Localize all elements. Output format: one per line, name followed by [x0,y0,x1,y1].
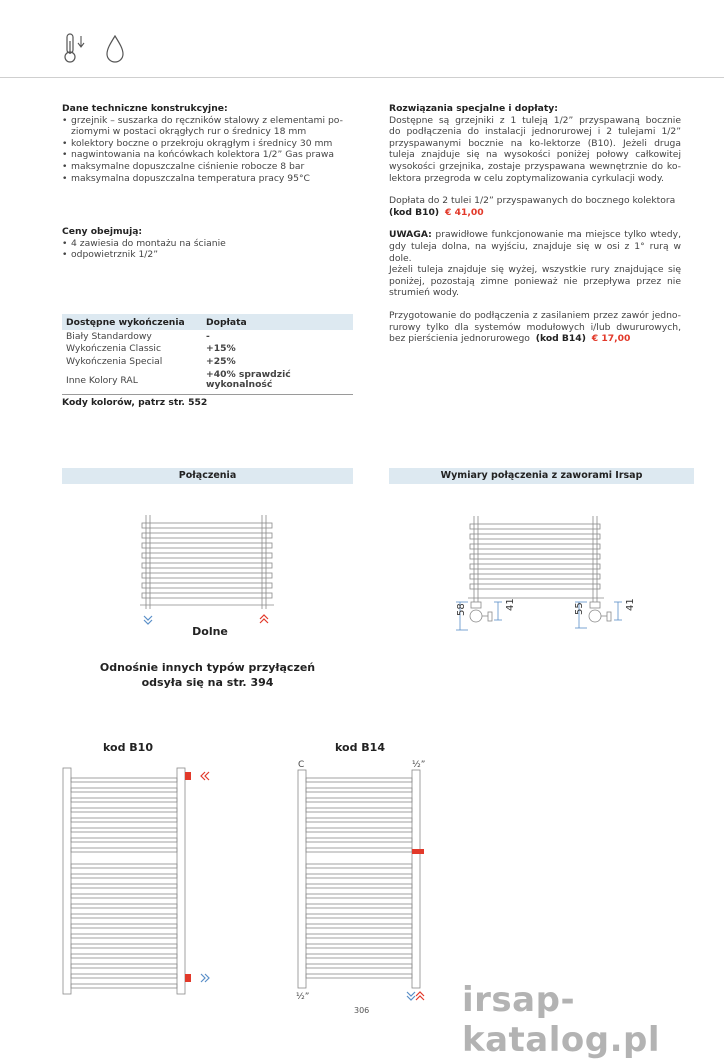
b10-outlet-arrow-icon [201,974,209,982]
b14-flow-up-arrow-icon [416,992,424,1000]
b14-radiator-diagram [290,758,440,1008]
list-item: • 4 zawiesia do montażu na ścianie [62,238,354,250]
table-row: Inne Kolory RAL +40% sprawdzić wykonalność [66,369,291,390]
color-codes-note: Kody kolorów, patrz str. 552 [62,397,208,408]
connection-label: Dolne [192,625,228,638]
dimensions-band: Wymiary połączenia z zaworami Irsap [389,468,694,484]
b10-inlet-arrow-icon [201,772,209,780]
special-section: Rozwiązania specjalne i dopłaty: Dostępne są grzejniki z 1 tuleją 1/2” przyspawaną bocznie do podłączenia do instalacji jednorurowej i 2 tulejami 1/2” przyspawanymi bocznie na ko-lektorze (B10). Jeżeli druga tuleja znajduje się na wysokości poniżej połowy całkowitej wysokości grzejnika, zostaje przyspawana wewnętrznie do ko- lektora przegroda w celu zoptymalizowania cyrkulacji wody. Dopłata do 2 tulei 1/2” przyspawanych do bocznego kolektora (kod B10) € 41,00 UWAGA: prawidłowe funkcjonowanie ma miejsce tylko wtedy, gdy tuleja dolna, na wyjściu, znajduje się w osi z 1° rurą w dole. Jeżeli tuleja znajduje się wyżej, wszystkie rury znajdujące się poniżej, pozostają zimne ponieważ nie przepływa przez nie strumień wody. Przygotowanie do podłączenia z zasilaniem przez zawór jedno- rurowy tylko dla systemów modułowych i/lub dwururowych, bez pierścienia jednorurowego (kod B14) € 17,00 [389,103,681,345]
b14-top-left-label: C [298,760,305,770]
list-item: • kolektory boczne o przekroju okrągłym i średnicy 30 mm [62,138,354,150]
list-item: • maksymalna dopuszczalna temperatura pracy 95°C [62,173,354,185]
dim-left-58: 58 [456,603,467,616]
flow-down-arrow-icon [144,616,152,624]
b14-bottom-left-label: ½” [296,992,310,1002]
connections-band: Połączenia [62,468,353,484]
page-number: 306 [354,1006,370,1015]
special-p2: Dopłata do 2 tulei 1/2” przyspawanych do bocznego kolektora (kod B10) € 41,00 [389,195,676,218]
special-p1: Dostępne są grzejniki z 1 tuleją 1/2” przyspawaną bocznie do podłączenia do instalacji jednorurowej i 2 tulejami 1/2” przyspawanymi bocznie na ko-lektorze (B10). Jeżeli druga tuleja znajduje się na wysokości poniżej połowy całkowitej wysokości grzejnika, zostaje przyspawana wewnętrznie do ko- [389,114,681,172]
finishes-col2-header: Dopłata [202,314,353,330]
b14-top-right-label: ½” [412,760,426,770]
code-b14: (kod B14) [535,333,586,345]
watermark: irsap-katalog.pl [462,980,661,1060]
valve-dimensions-diagram [438,512,638,644]
code-b14-label: kod B14 [335,741,385,754]
finishes-divider [62,394,353,395]
dim-right-55: 55 [574,602,585,615]
prices-title: Ceny obejmują: [62,226,143,237]
tech-title: Dane techniczne konstrukcyjne: [62,103,228,114]
list-item: • maksymalne dopuszczalne ciśnienie robocze 8 bar [62,161,354,173]
special-title: Rozwiązania specjalne i dopłaty: [389,103,558,114]
code-b10: (kod B10) [389,206,440,218]
b14-flow-down-arrow-icon [407,992,415,1000]
table-row: Wykończenia Special +25% [66,356,236,367]
table-row: Biały Standardowy - [66,330,210,342]
special-p4: Przygotowanie do podłączenia z zasilaniem przez zawór jedno- rurowy tylko dla systemów modułowych i/lub dwururowych, bez pierścienia jednorurowego (kod B14) € 17,00 [389,309,681,345]
list-item: • nagwintowania na końcówkach kolektora 1/2” Gas prawa [62,149,354,161]
price-b14: € 17,00 [591,333,631,345]
table-header-row [62,314,353,330]
connection-note: Odnośnie innych typów przyłączeń odsyła się na str. 394 [99,661,316,689]
water-drop-icon [104,34,126,64]
tech-list [62,115,354,185]
list-item: • grzejnik – suszarka do ręczników stalowy z elementami po- ziomymi w postaci okrągłych rur o średnicy 18 mm [62,115,354,138]
dim-right-41: 41 [625,598,636,611]
thermometer-down-icon [62,32,88,64]
table-row: Wykończenia Classic +15% [66,343,236,354]
finishes-col1-header: Dostępne wykończenia [62,314,202,330]
flow-up-arrow-icon [260,615,268,623]
header-divider [0,77,724,78]
special-p3: UWAGA: prawidłowe funkcjonowanie ma miejsce tylko wtedy, gdy tuleja dolna, na wyjściu, znajduje się w osi z 1° rurą w dole. Jeżeli tuleja znajduje się wyżej, wszystkie rury znajdujące się poniżej, pozostają zimne ponieważ nie przepływa przez nie strumień wody. [389,229,681,299]
tech-section [62,103,354,184]
list-item: • odpowietrznik 1/2” [62,249,354,261]
price-b10: € 41,00 [444,206,484,218]
finishes-table [62,314,353,392]
prices-section [62,226,354,261]
dim-left-41: 41 [505,598,516,611]
prices-list [62,238,354,261]
b10-radiator-diagram [55,758,225,1008]
code-b10-label: kod B10 [103,741,153,754]
bottom-connection-diagram [140,515,280,627]
